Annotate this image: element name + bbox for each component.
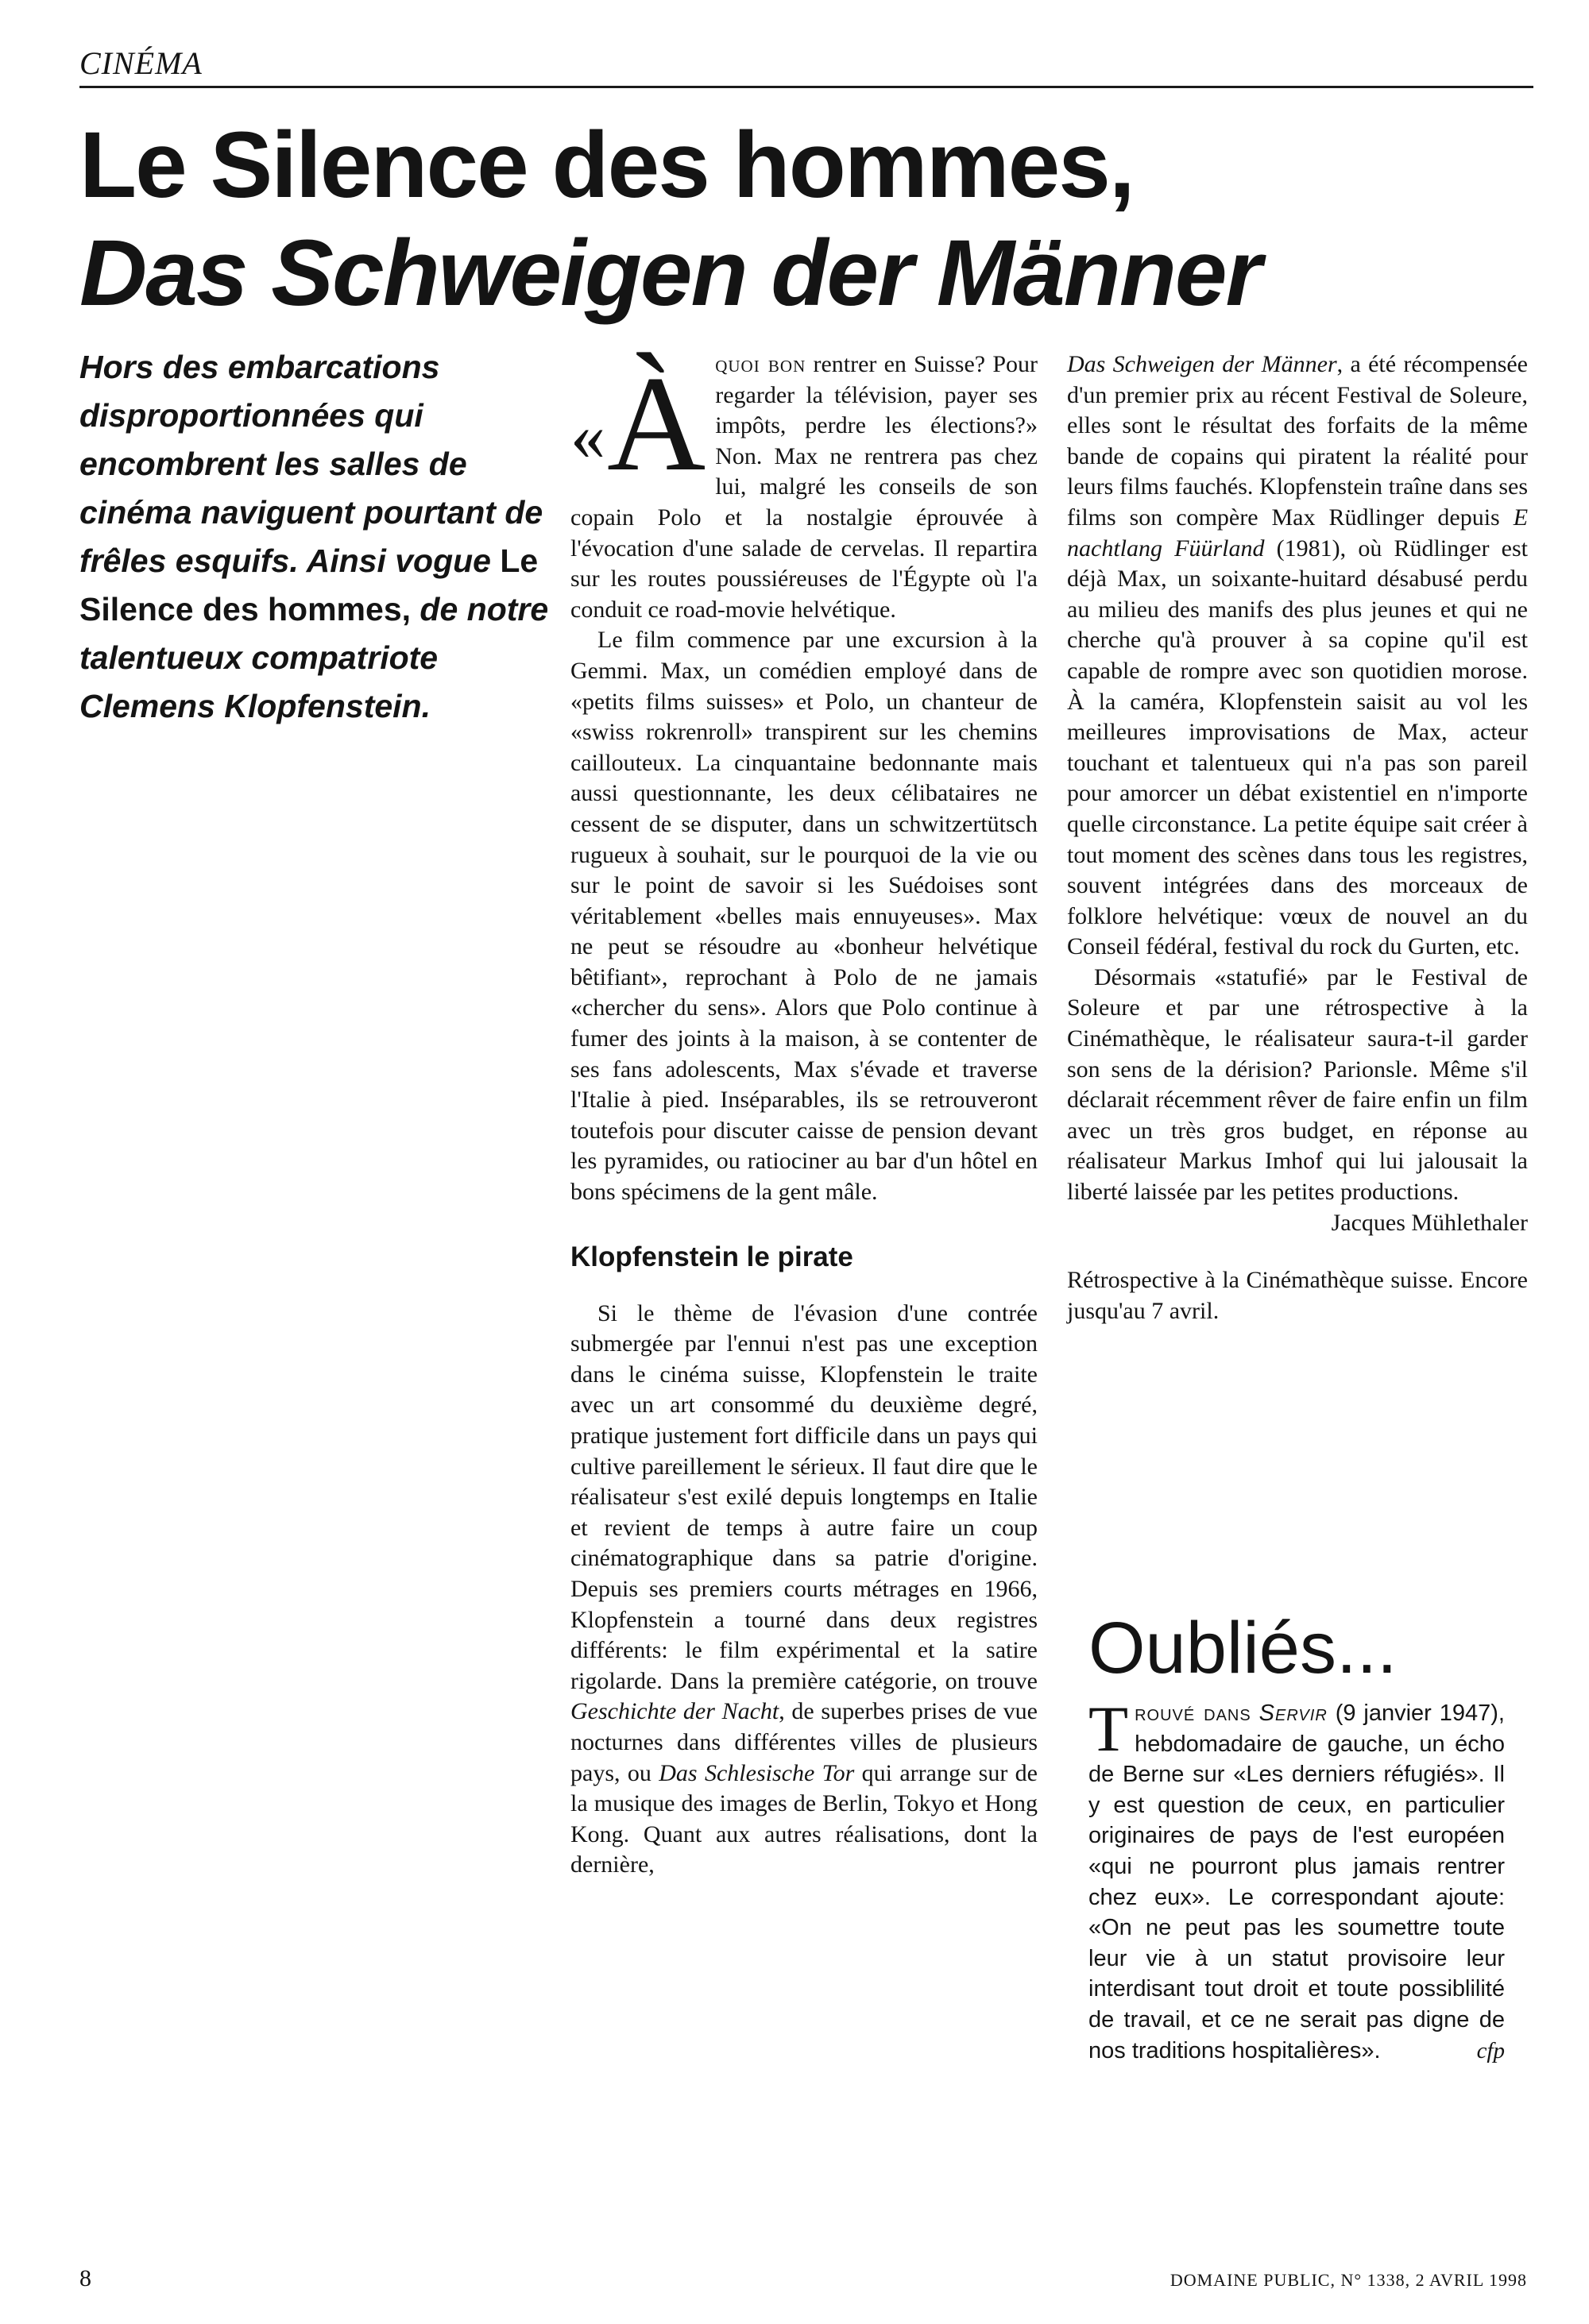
box-signature: cfp xyxy=(1476,2037,1505,2063)
section-label: CINÉMA xyxy=(79,45,203,81)
p3-text-c: qui arrange sur de la musique des images de Berlin, Tokyo et Hong Kong. Quant aux autres réalisations, dont la dernière, xyxy=(570,1759,1038,1878)
article-subhead: Klopfenstein le pirate xyxy=(570,1241,853,1272)
box-first-words: rouvé dans xyxy=(1135,1701,1251,1726)
lead-text-1: Hors des embarcations disproportionnées qui encombrent les salles de cinéma naviguent pourtant de frêles esquifs. Ainsi vogue xyxy=(79,349,543,579)
lead-film-title: Le Silence des hommes, xyxy=(79,542,539,627)
lead-paragraph xyxy=(79,343,556,731)
film-title-geschichte: Geschichte der Nacht xyxy=(570,1698,779,1725)
paragraph-1-text: rentrer en Suisse? Pour regarder la télévision, payer ses impôts, perdre les élections?» Non. Max ne rentrera pas chez lui, malgré les conseils de son copain Polo et la nostalgie éprouvée à l'évocation d'une salade de cervelas. Il repartira sur les routes poussiéreuses de l'Égypte où l'a conduit ce road-movie helvétique. xyxy=(570,351,1038,623)
box-body: (9 janvier 1947), hebdomadaire de gauche, un écho de Berne sur «Les derniers réfugiés». Il y est question de ceux, en particulier originaires de pays de l'est européen «qui ne pourront plus jamais rentrer chez eux». Le correspondant ajoute: «On ne peut pas les soumettre toute leur vie à un statut provisoire leur interdisant tout droit et toute possiblilité de travail, et ce ne serait pas digne de nos traditions hospitalières». xyxy=(1088,1701,1505,2063)
box-source: Servir xyxy=(1258,1701,1328,1726)
lead-text-2: de notre talentueux compatriote Clemens Klopfenstein. xyxy=(79,591,549,724)
box-text xyxy=(1088,1693,1505,2066)
p3-text-d: , a été récompensée d'un premier prix au récent Festival de Soleure, elles sont le résultat des forfaits de la même bande de copains qui piratent la réalité pour leurs films fauchés. Klopfenstein traîne dans ses films son compère Max Rüdlinger depuis xyxy=(1067,351,1528,531)
article-paragraph-1 xyxy=(570,349,1038,625)
header-rule xyxy=(79,86,1533,88)
box-drop-cap: T xyxy=(1088,1693,1129,1765)
page-number: 8 xyxy=(79,2265,91,2291)
article-column-2 xyxy=(1067,349,1528,1326)
p3-text-b: , de superbes prises de vue nocturnes dans différentes villes de plusieurs pays, ou xyxy=(570,1698,1038,1786)
film-title-schweigen: Das Schweigen der Männer xyxy=(1067,351,1337,377)
film-title-schlesische: Das Schlesische Tor xyxy=(659,1759,855,1786)
article-column-1 xyxy=(570,349,1038,1881)
title-line-2: Das Schweigen der Männer xyxy=(79,221,1261,326)
article-note: Rétrospective à la Cinémathèque suisse. Encore jusqu'au 7 avril. xyxy=(1067,1267,1528,1324)
drop-cap: À xyxy=(607,349,706,500)
first-words: quoi bon xyxy=(715,351,806,377)
publication-footer: DOMAINE PUBLIC, N° 1338, 2 AVRIL 1998 xyxy=(1170,2270,1527,2290)
film-title-fuurland: E nachtlang Füürland xyxy=(1067,504,1529,562)
p3-text-e: (1981), où Rüdlinger est déjà Max, un soixante-huitard désabusé perdu au milieu des manifs des plus jeunes et qui ne cherche qu'à prouver à sa copine qu'il est capable de rompre avec son quotidien morose. À la caméra, Klopfenstein saisit au vol les meilleures improvisations de Max, acteur touchant et talentueux qui n'a pas son pareil pour amorcer un débat existentiel en n'importe quelle circonstance. La petite équipe sait créer à tout moment des scènes dans tous les registres, souvent intégrées dans des morceaux de folklore helvétique: vœux de nouvel an du Conseil fédéral, festival du rock du Gurten, etc. xyxy=(1067,535,1528,960)
article-paragraph-4: Désormais «statufié» par le Festival de Soleure et par une rétrospective à la Cinémathèque, le réalisateur saura-t-il garder son sens de la dérision? Parionsle. Même s'il déclarait récemment rêver de faire enfin un film avec un très gros budget, en réponse au réalisateur Markus Imhof qui lui jalousait la liberté laissée par les petites productions. xyxy=(1067,963,1528,1206)
article-author: Jacques Mühlethaler xyxy=(1331,1209,1528,1236)
p3-text-a: Si le thème de l'évasion d'une contrée submergée par l'ennui n'est pas une exception dans le cinéma suisse, Klopfenstein le traite avec un art consommé du deuxième degré, pratique justement fort difficile dans un pays qui cultive pareillement le sérieux. Il faut dire que le réalisateur s'est exilé depuis longtemps en Italie et revient de temps à autre faire un coup cinématographique dans sa patrie d'origine. Depuis ses premiers courts métrages en 1966, Klopfenstein a tourné dans deux registres différents: le film expérimental et la satire rigolarde. Dans la première catégorie, on trouve xyxy=(570,1299,1038,1694)
open-quote: « xyxy=(570,398,605,475)
article-title xyxy=(79,111,1510,327)
article-paragraph-2: Le film commence par une excursion à la Gemmi. Max, un comédien employé dans de «petits films suisses» et Polo, un chanteur de «swiss rokrenroll» transpirent sur les chemins caillouteux. La cinquantaine bedonnante mais aussi questionnante, les deux célibataires ne cessent de se disputer, dans un schwitzertütsch rugueux à souhait, sur le pourquoi de la vie ou sur le point de savoir si les Suédoises sont véritablement «belles mais ennuyeuses». Max ne peut se résoudre au «bonheur helvétique bêtifiant», reprochant à Polo de ne jamais «chercher du sens». Alors que Polo continue à fumer des joints à la maison, à se contenter de ses fans adolescents, Max s'évade et traverse l'Italie à pied. Inséparables, ils se retrouveront toutefois pour discuter caisse de pension devant les pyramides, ou ratiociner au bar d'un hôtel en bons spécimens de la gent mâle. xyxy=(570,627,1038,1206)
title-line-1: Le Silence des hommes, xyxy=(79,113,1134,218)
box-title: Oubliés... xyxy=(1088,1608,1398,1689)
article-paragraph-3-cont xyxy=(1067,349,1528,963)
article-paragraph-3 xyxy=(570,1299,1038,1881)
